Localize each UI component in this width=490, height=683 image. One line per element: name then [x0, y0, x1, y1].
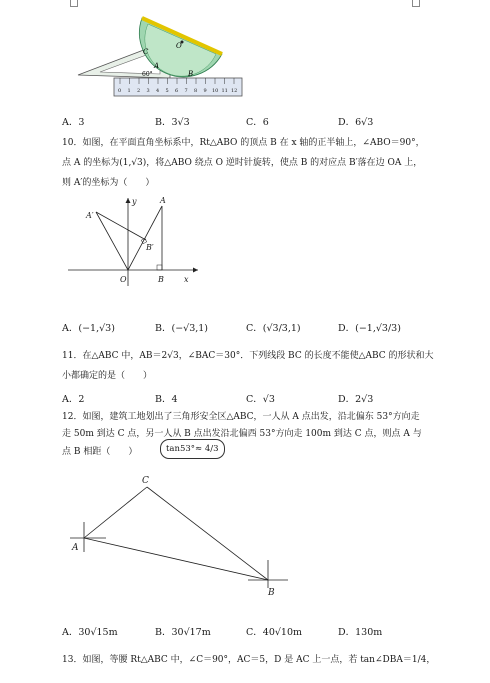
q11-option-a: A．2	[62, 394, 85, 405]
svg-text:3: 3	[146, 88, 150, 94]
label-a: A	[160, 196, 166, 205]
angle-60-label: 60°	[142, 71, 153, 78]
q11-option-d: D．2√3	[338, 394, 374, 405]
svg-text:8: 8	[194, 88, 198, 94]
svg-text:0: 0	[118, 88, 122, 94]
q9-option-a: A．3	[62, 117, 85, 128]
q12-option-b: B．30√17m	[155, 627, 211, 638]
label-x: x	[184, 275, 189, 284]
svg-text:6: 6	[175, 88, 179, 94]
q12-text-line2: 走 50m 到达 C 点，另一人从 B 点出发沿北偏西 53°方向走 100m 到达 C 点，则点 A 与	[62, 429, 422, 439]
label-c: C	[143, 48, 149, 56]
q13-text-line1: 13．如图，等腰 Rt△ABC 中，∠C＝90°，AC＝5，D 是 AC 上一点，若 tan∠DBA＝1/4，	[62, 655, 436, 665]
label-a: A	[72, 543, 79, 553]
label-b-prime: B′	[146, 243, 154, 252]
q10-option-d: D．(−1,√3/3)	[338, 323, 401, 334]
q11-text-line1: 11．在△ABC 中，AB＝2√3，∠BAC＝30°．下列线段 BC 的长度不能使△ABC 的形状和大	[62, 351, 434, 361]
q11-option-b: B．4	[155, 394, 178, 405]
label-b: B	[188, 70, 194, 78]
label-b: B	[158, 275, 164, 284]
q12-figure	[62, 472, 292, 604]
svg-text:7: 7	[184, 88, 188, 94]
label-a: A	[154, 62, 160, 70]
label-a-prime: A′	[86, 211, 94, 220]
protractor-figure	[70, 10, 250, 100]
q11-option-c: C．√3	[246, 394, 275, 405]
q9-option-b: B．3√3	[155, 117, 190, 128]
corner-mark	[70, 0, 78, 7]
label-o: O	[176, 42, 182, 50]
q10-text-line3: 则 A′的坐标为（ ）	[62, 178, 155, 188]
svg-text:5: 5	[165, 88, 169, 94]
q11-text-line2: 小都确定的是（ ）	[62, 371, 153, 381]
svg-text:2: 2	[137, 88, 141, 94]
svg-text:4: 4	[156, 88, 160, 94]
q10-option-c: C．(√3/3,1)	[246, 323, 301, 334]
q10-text-line2: 点 A 的坐标为(1,√3)，将△ABO 绕点 O 逆时针旋转，使点 B 的对应点 B′落在边 OA 上，	[62, 158, 423, 168]
svg-text:11: 11	[221, 88, 228, 94]
svg-text:12: 12	[231, 88, 238, 94]
label-o: O	[120, 275, 127, 284]
q12-option-d: D．130m	[338, 627, 383, 638]
svg-text:9: 9	[203, 88, 207, 94]
svg-text:10: 10	[212, 88, 219, 94]
q12-text-line1: 12．如图，建筑工地划出了三角形安全区△ABC，一人从 A 点出发，沿北偏东 53°方向走	[62, 412, 420, 422]
q12-option-a: A．30√15m	[62, 627, 118, 638]
label-b: B	[268, 588, 275, 598]
label-y: y	[132, 197, 137, 206]
corner-mark	[412, 0, 420, 7]
q10-figure	[66, 194, 202, 288]
q9-option-d: D．6√3	[338, 117, 374, 128]
q12-text-line3: 点 B 相距（ ）	[62, 447, 138, 457]
q10-text-line1: 10．如图，在平面直角坐标系中，Rt△ABO 的顶点 B 在 x 轴的正半轴上，∠ABO＝90°，	[62, 138, 425, 148]
q10-option-a: A．(−1,√3)	[62, 323, 115, 334]
q12-option-c: C．40√10m	[246, 627, 303, 638]
svg-text:1: 1	[127, 88, 131, 94]
q9-option-c: C．6	[246, 117, 269, 128]
label-c: C	[142, 476, 149, 486]
q10-option-b: B．(−√3,1)	[155, 323, 209, 334]
q12-hint-box: tan53°≈ 4/3	[160, 439, 225, 459]
